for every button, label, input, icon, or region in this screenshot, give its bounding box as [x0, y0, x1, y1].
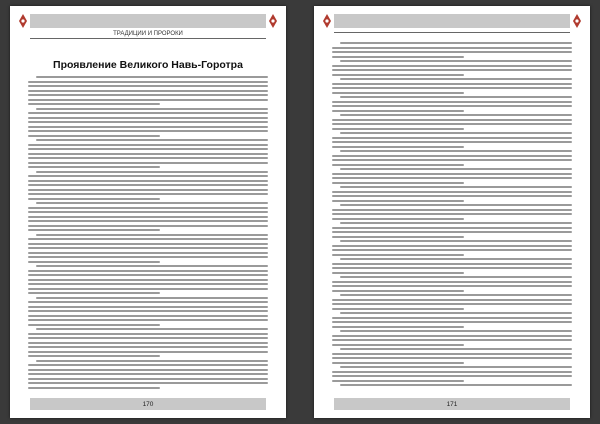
left-page: [10, 6, 286, 418]
text-line: [332, 344, 464, 346]
text-line: [332, 47, 572, 49]
text-line: [28, 301, 268, 303]
text-line: [340, 312, 572, 314]
text-line: [332, 195, 572, 197]
text-line: [340, 384, 572, 386]
text-line: [28, 94, 268, 96]
text-line: [332, 177, 572, 179]
header-ornament-icon: [18, 13, 28, 29]
text-line: [332, 263, 572, 265]
text-line: [332, 317, 572, 319]
right-page: [314, 6, 590, 418]
text-line: [340, 330, 572, 332]
text-line: [36, 265, 268, 267]
text-line: [332, 110, 464, 112]
running-header: [30, 14, 266, 28]
page-number: 171: [334, 398, 570, 410]
text-line: [28, 175, 268, 177]
text-line: [340, 168, 572, 170]
text-line: [332, 249, 572, 251]
text-line: [28, 364, 268, 366]
text-line: [332, 65, 572, 67]
text-line: [332, 299, 572, 301]
text-line: [28, 103, 160, 105]
text-line: [28, 148, 268, 150]
text-line: [28, 283, 268, 285]
text-line: [28, 180, 268, 182]
text-line: [340, 78, 572, 80]
text-line: [332, 182, 464, 184]
text-line: [332, 353, 572, 355]
text-line: [332, 326, 464, 328]
text-line: [340, 150, 572, 152]
text-line: [332, 101, 572, 103]
body-text: [28, 76, 268, 392]
text-line: [332, 173, 572, 175]
text-line: [28, 189, 268, 191]
text-line: [332, 272, 464, 274]
text-line: [28, 207, 268, 209]
text-line: [332, 375, 572, 377]
text-line: [28, 135, 160, 137]
text-line: [36, 171, 268, 173]
text-line: [28, 229, 160, 231]
text-line: [332, 92, 464, 94]
text-line: [28, 153, 268, 155]
text-line: [332, 303, 572, 305]
text-line: [36, 76, 268, 78]
text-line: [28, 220, 268, 222]
text-line: [332, 371, 572, 373]
text-line: [28, 162, 268, 164]
text-line: [28, 324, 160, 326]
text-line: [28, 319, 268, 321]
text-line: [28, 243, 268, 245]
text-line: [332, 200, 464, 202]
text-line: [28, 387, 160, 389]
text-line: [332, 218, 464, 220]
text-line: [340, 60, 572, 62]
header-ornament-icon: [572, 13, 582, 29]
text-line: [28, 373, 268, 375]
text-line: [28, 288, 268, 290]
text-line: [28, 369, 268, 371]
text-line: [36, 139, 268, 141]
text-line: [332, 227, 572, 229]
text-line: [332, 335, 572, 337]
text-line: [332, 159, 572, 161]
text-line: [332, 308, 464, 310]
text-line: [332, 236, 464, 238]
text-line: [28, 184, 268, 186]
text-line: [332, 281, 572, 283]
text-line: [28, 279, 268, 281]
text-line: [36, 108, 268, 110]
text-line: [28, 261, 160, 263]
text-line: [332, 56, 464, 58]
text-line: [28, 112, 268, 114]
text-line: [28, 346, 268, 348]
text-line: [28, 117, 268, 119]
text-line: [332, 321, 572, 323]
text-line: [28, 270, 268, 272]
text-line: [340, 96, 572, 98]
text-line: [340, 114, 572, 116]
text-line: [332, 69, 572, 71]
text-line: [28, 252, 268, 254]
text-line: [332, 155, 572, 157]
text-line: [36, 328, 268, 330]
text-line: [340, 294, 572, 296]
text-line: [28, 342, 268, 344]
text-line: [332, 74, 464, 76]
text-line: [36, 360, 268, 362]
text-line: [340, 204, 572, 206]
text-line: [28, 315, 268, 317]
text-line: [332, 141, 572, 143]
text-line: [28, 81, 268, 83]
text-line: [340, 366, 572, 368]
text-line: [332, 146, 464, 148]
page-number: 170: [30, 398, 266, 410]
text-line: [28, 99, 268, 101]
text-line: [332, 51, 572, 53]
body-text: [332, 42, 572, 392]
text-line: [332, 105, 572, 107]
text-line: [28, 382, 268, 384]
text-line: [28, 292, 160, 294]
text-line: [332, 254, 464, 256]
text-line: [340, 258, 572, 260]
text-line: [332, 83, 572, 85]
text-line: [340, 132, 572, 134]
text-line: [28, 198, 160, 200]
text-line: [332, 209, 572, 211]
text-line: [36, 234, 268, 236]
running-header: [334, 14, 570, 28]
text-line: [28, 355, 160, 357]
text-line: [36, 202, 268, 204]
text-line: [28, 130, 268, 132]
text-line: [28, 144, 268, 146]
text-line: [332, 380, 464, 382]
text-line: [28, 166, 160, 168]
text-line: [28, 193, 268, 195]
text-line: [28, 157, 268, 159]
text-line: [28, 378, 268, 380]
text-line: [332, 213, 572, 215]
header-ornament-icon: [322, 13, 332, 29]
text-line: [332, 362, 464, 364]
text-line: [28, 225, 268, 227]
text-line: [28, 351, 268, 353]
text-line: [28, 337, 268, 339]
text-line: [340, 186, 572, 188]
text-line: [332, 128, 464, 130]
text-line: [28, 306, 268, 308]
text-line: [332, 137, 572, 139]
text-line: [332, 231, 572, 233]
text-line: [28, 247, 268, 249]
section-title: ТРАДИЦИИ И ПРОРОКИ: [30, 31, 266, 39]
text-line: [332, 267, 572, 269]
text-line: [28, 211, 268, 213]
text-line: [28, 90, 268, 92]
text-line: [340, 42, 572, 44]
text-line: [28, 274, 268, 276]
text-line: [28, 85, 268, 87]
text-line: [332, 285, 572, 287]
text-line: [28, 126, 268, 128]
article-title: Проявление Великого Навь-Горотра: [53, 59, 243, 71]
text-line: [332, 87, 572, 89]
text-line: [332, 123, 572, 125]
text-line: [28, 238, 268, 240]
text-line: [340, 276, 572, 278]
text-line: [332, 245, 572, 247]
text-line: [332, 290, 464, 292]
text-line: [28, 333, 268, 335]
section-title: [334, 31, 570, 33]
text-line: [28, 256, 268, 258]
text-line: [332, 164, 464, 166]
text-line: [36, 297, 268, 299]
text-line: [28, 310, 268, 312]
text-line: [332, 339, 572, 341]
text-line: [28, 216, 268, 218]
text-line: [340, 222, 572, 224]
text-line: [340, 348, 572, 350]
text-line: [28, 121, 268, 123]
text-line: [332, 119, 572, 121]
text-line: [340, 240, 572, 242]
header-ornament-icon: [268, 13, 278, 29]
text-line: [332, 191, 572, 193]
text-line: [332, 357, 572, 359]
